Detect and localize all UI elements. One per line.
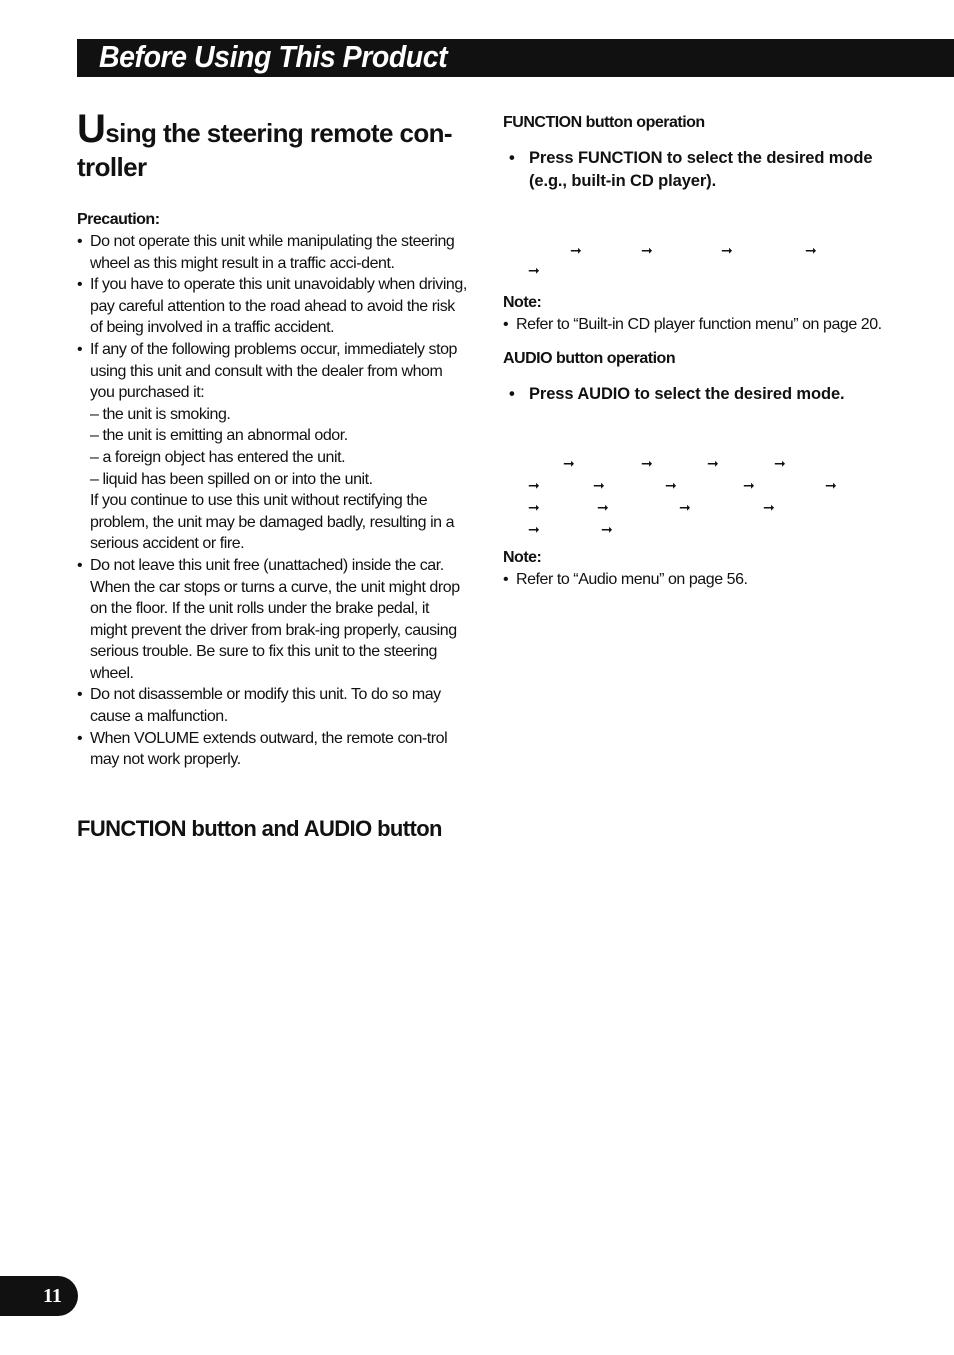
button-operation-section: [503, 112, 903, 591]
audio-note-heading: Note:: [503, 549, 542, 567]
problem-item: – the unit is smoking.: [90, 405, 231, 423]
arrow-right-icon: ➞: [563, 455, 575, 472]
page-number: 11: [43, 1285, 62, 1307]
arrow-right-icon: ➞: [528, 262, 540, 278]
list-item: • If you have to operate this unit unavoidably when driving, pay careful attention to the road ahead to avoid the risk of being involved in a traffic accident.: [77, 274, 467, 339]
arrow-right-icon: ➞: [679, 499, 691, 516]
arrow-right-icon: ➞: [763, 499, 775, 516]
header-title: Before Using This Product: [99, 39, 448, 74]
problem-item: – the unit is emitting an abnormal odor.: [90, 427, 348, 445]
list-item: • Refer to “Built-in CD player function menu” on page 20.: [503, 314, 903, 336]
list-item: • If any of the following problems occur, immediately stop using this unit and consult with the dealer from whom you purchased it: – the unit is smoking. – the unit is emitting an abnormal odor. – a foreign object has entered the unit. – liquid has been spilled on or into the unit. If you continue to use this unit without rectifying the problem, the unit may be damaged badly, resulting in a serious accident or fire.: [77, 339, 467, 555]
precaution-list: [77, 231, 467, 771]
arrow-right-icon: ➞: [665, 477, 677, 494]
arrow-right-icon: ➞: [601, 521, 613, 538]
precaution-followup: If you continue to use this unit without rectifying the problem, the unit may be damaged badly, resulting in a serious accident or fire.: [90, 492, 455, 553]
arrow-right-icon: ➞: [570, 242, 582, 258]
function-note-list: [503, 314, 903, 336]
arrow-right-icon: ➞: [825, 477, 837, 494]
arrow-right-icon: ➞: [597, 499, 609, 516]
list-item: • Do not disassemble or modify this unit. To do so may cause a malfunction.: [77, 684, 467, 727]
arrow-right-icon: ➞: [721, 242, 733, 258]
header-bar: [77, 39, 954, 77]
function-audio-heading: FUNCTION button and AUDIO button: [77, 816, 442, 841]
section-title-dropcap: U: [77, 107, 106, 151]
problem-item: – a foreign object has entered the unit.: [90, 448, 346, 466]
audio-operation-heading: AUDIO button operation: [503, 349, 676, 367]
arrow-right-icon: ➞: [805, 242, 817, 258]
list-item: • Do not operate this unit while manipulating the steering wheel as this might result in a traffic acci-dent.: [77, 231, 467, 274]
section-title-rest: sing the steering remote con-troller: [77, 118, 452, 182]
page-number-badge: [0, 1276, 78, 1316]
arrow-right-icon: ➞: [528, 477, 540, 494]
function-step: • Press FUNCTION to select the desired mode (e.g., built-in CD player).: [503, 147, 903, 192]
arrow-right-icon: ➞: [707, 455, 719, 472]
arrow-right-icon: ➞: [593, 477, 605, 494]
arrow-right-icon: ➞: [528, 499, 540, 516]
arrow-right-icon: ➞: [743, 477, 755, 494]
function-operation-heading: FUNCTION button operation: [503, 114, 705, 131]
arrow-right-icon: ➞: [528, 521, 540, 538]
arrow-right-icon: ➞: [641, 455, 653, 472]
audio-mode-sequence: [503, 452, 903, 540]
function-note-heading: Note:: [503, 294, 542, 311]
list-item: • Refer to “Audio menu” on page 56.: [503, 569, 903, 591]
audio-note-list: [503, 569, 903, 591]
precaution-section: [77, 209, 467, 771]
list-item: • When VOLUME extends outward, the remote con-trol may not work properly.: [77, 728, 467, 771]
section-title: [77, 107, 457, 184]
audio-step: • Press AUDIO to select the desired mode.: [503, 383, 903, 406]
function-mode-sequence: [503, 239, 903, 281]
problem-item: – liquid has been spilled on or into the unit.: [90, 470, 373, 488]
precaution-heading: Precaution:: [77, 211, 160, 228]
arrow-right-icon: ➞: [774, 455, 786, 472]
list-item: • Do not leave this unit free (unattached) inside the car. When the car stops or turns a curve, the unit might drop on the floor. If the unit rolls under the brake pedal, it might prevent the driver from brak-ing properly, causing serious trouble. Be sure to fix this unit to the steering wheel.: [77, 555, 467, 685]
arrow-right-icon: ➞: [641, 242, 653, 258]
